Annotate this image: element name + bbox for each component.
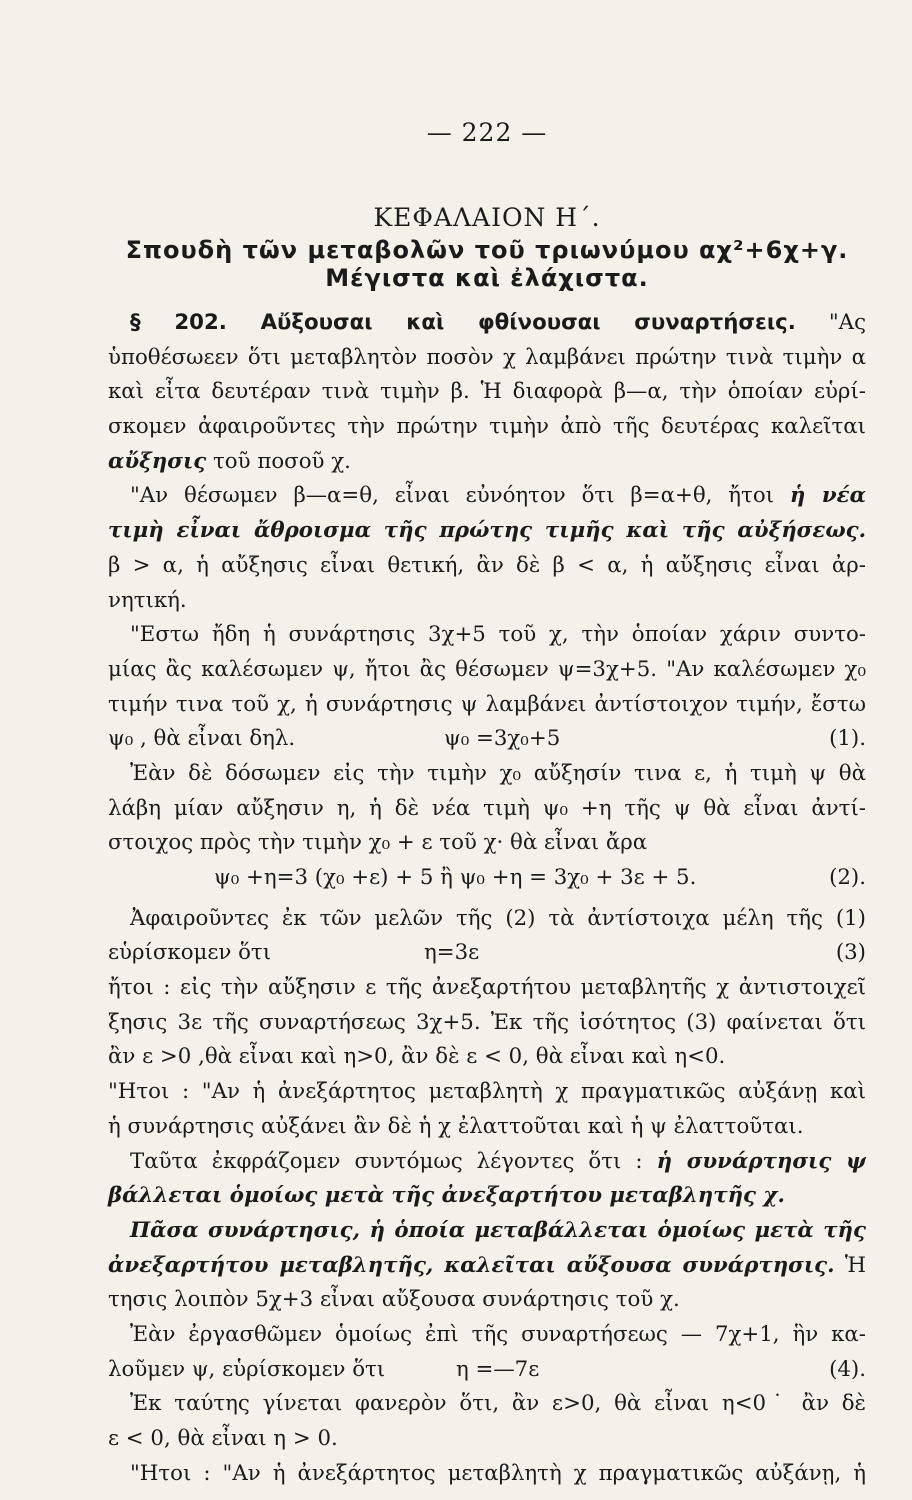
text-line: ἂν ε >0 ,θὰ εἶναι καὶ η>0, ἂν δὲ ε < 0, θὰ εἶναι καὶ η<0. xyxy=(108,1044,726,1070)
text-line: "Ητοι : "Αν ἡ ἀνεξάρτητος μεταβλητὴ χ πραγματικῶς αὐξάνῃ, ἡ xyxy=(130,1460,866,1486)
text-line: λοῦμεν ψ, εὑρίσκομεν ὅτι η =—7ε (4). xyxy=(108,1353,866,1388)
text-line: εὑρίσκομεν ὅτι η=3ε (3) xyxy=(108,936,866,971)
body-text xyxy=(108,306,866,1491)
equation-4: η =—7ε xyxy=(456,1356,540,1382)
equation-2: ψ₀ +η=3 (χ₀ +ε) + 5 ἢ ψ₀ +η = 3χ₀ + 3ε + 5. xyxy=(214,865,697,890)
text-line: καὶ εἶτα δευτέραν τινὰ τιμὴν β. Ἡ διαφορὰ β—α, τὴν ὁποίαν εὑρί- xyxy=(108,379,866,405)
chapter-title-line2: Μέγιστα καὶ ἐλάχιστα. xyxy=(325,264,649,292)
text-line: Ἐὰν δὲ δόσωμεν εἰς τὴν τιμὴν χ₀ αὔξησίν τινα ε, ἡ τιμὴ ψ θὰ xyxy=(130,760,866,786)
text-line: ἡ συνάρτησις αὐξάνει ἂν δὲ ἡ χ ἐλαττοῦται καὶ ἡ ψ ἐλαττοῦται. xyxy=(108,1113,804,1139)
chapter-heading: ΚΕΦΑΛΑΙΟΝ Η΄. xyxy=(373,203,601,232)
equation-number: (1). xyxy=(829,726,866,752)
text-line: "Αν θέσωμεν β—α=θ, εἶναι εὐνόητον ὅτι β=α+θ, ἤτοι ἡ νέα xyxy=(130,483,866,509)
text-line: νητική. xyxy=(108,587,187,613)
text-line: σκομεν ἀφαιροῦντες τὴν πρώτην τιμὴν ἀπὸ τῆς δευτέρας καλεῖται xyxy=(108,414,866,440)
page-number: — 222 — xyxy=(426,118,548,147)
text-line: τιμὴ εἶναι ἄθροισμα τῆς πρώτης τιμῆς καὶ τῆς αὐξήσεως. xyxy=(108,518,866,544)
section-heading: § 202. Αὔξουσαι καὶ φθίνουσαι συναρτήσεις. xyxy=(130,310,796,335)
equation-3: η=3ε xyxy=(424,940,480,966)
text-line: ὑποθέσωεεν ὅτι μεταβλητὸν ποσὸν χ λαμβάνει πρώτην τινὰ τιμὴν α xyxy=(108,344,866,370)
text-line: ξησις 3ε τῆς συναρτήσεως 3χ+5. Ἐκ τῆς ἰσότητος (3) φαίνεται ὅτι xyxy=(108,1009,866,1035)
term-emphasis: αὔξησις xyxy=(108,448,207,474)
text-line xyxy=(108,861,866,896)
text-line: ἤτοι : εἰς τὴν αὔξησιν ε τῆς ἀνεξαρτήτου μεταβλητῆς χ ἀντιστοιχεῖ xyxy=(108,975,866,1001)
text-line: ἀνεξαρτήτου μεταβλητῆς, καλεῖται αὔξουσα συνάρτησις. Ἡ xyxy=(108,1252,866,1278)
text-line: Ἐὰν ἐργασθῶμεν ὁμοίως ἐπὶ τῆς συναρτήσεως — 7χ+1, ἣν κα- xyxy=(130,1321,866,1347)
text-line: τιμήν τινα τοῦ χ, ἡ συνάρτησις ψ λαμβάνει ἀντίστοιχον τιμήν, ἔστω xyxy=(108,691,866,717)
text-line: αὔξησις τοῦ ποσοῦ χ. xyxy=(108,448,351,474)
text-line: § 202. Αὔξουσαι καὶ φθίνουσαι συναρτήσεις. "Ας xyxy=(130,310,866,335)
text-line: β > α, ἡ αὔξησις εἶναι θετική, ἂν δὲ β < α, ἡ αὔξησις εἶναι ἀρ- xyxy=(108,552,866,578)
text-line: Ἐκ ταύτης γίνεται φανερὸν ὅτι, ἂν ε>0, θὰ εἶναι η<0˙ ἂν δὲ xyxy=(130,1391,866,1417)
text-line: βάλλεται ὁμοίως μετὰ τῆς ἀνεξαρτήτου μεταβλητῆς χ. xyxy=(108,1183,785,1209)
text-line: ψ₀ , θὰ εἶναι δηλ. ψ₀ =3χ₀+5 (1). xyxy=(108,722,866,757)
chapter-title-line1: Σπουδὴ τῶν μεταβολῶν τοῦ τριωνύμου αχ²+6χ+γ. xyxy=(125,236,849,264)
text-line: στοιχος πρὸς τὴν τιμὴν χ₀ + ε τοῦ χ· θὰ εἶναι ἄρα xyxy=(108,830,648,856)
text-line: μίας ἂς καλέσωμεν ψ, ἤτοι ἂς θέσωμεν ψ=3χ+5. "Αν καλέσωμεν χ₀ xyxy=(108,656,866,682)
equation-number: (2). xyxy=(829,865,866,890)
text-line: τησις λοιπὸν 5χ+3 εἶναι αὔξουσα συνάρτησις τοῦ χ. xyxy=(108,1287,680,1313)
text-line: Ταῦτα ἐκφράζομεν συντόμως λέγοντες ὅτι : ἡ συνάρτησις ψ xyxy=(130,1148,866,1174)
text-line: Ἀφαιροῦντες ἐκ τῶν μελῶν τῆς (2) τὰ ἀντίστοιχα μέλη τῆς (1) xyxy=(130,905,866,931)
text-line: "Εστω ἤδη ἡ συνάρτησις 3χ+5 τοῦ χ, τὴν ὁποίαν χάριν συντο- xyxy=(130,622,866,648)
equation-number: (3) xyxy=(835,940,866,966)
equation-number: (4). xyxy=(829,1356,866,1382)
definition-line: Πᾶσα συνάρτησις, ἡ ὁποία μεταβάλλεται ὁμοίως μετὰ τῆς xyxy=(130,1217,866,1243)
text-line: "Ητοι : "Αν ἡ ἀνεξάρτητος μεταβλητὴ χ πραγματικῶς αὐξάνῃ καὶ xyxy=(108,1079,866,1105)
equation-1: ψ₀ =3χ₀+5 xyxy=(444,726,561,752)
text-line: ε < 0, θὰ εἶναι η > 0. xyxy=(108,1426,338,1451)
text-line: λάβη μίαν αὔξησιν η, ἡ δὲ νέα τιμὴ ψ₀ +η τῆς ψ θὰ εἶναι ἀντί- xyxy=(108,795,866,821)
